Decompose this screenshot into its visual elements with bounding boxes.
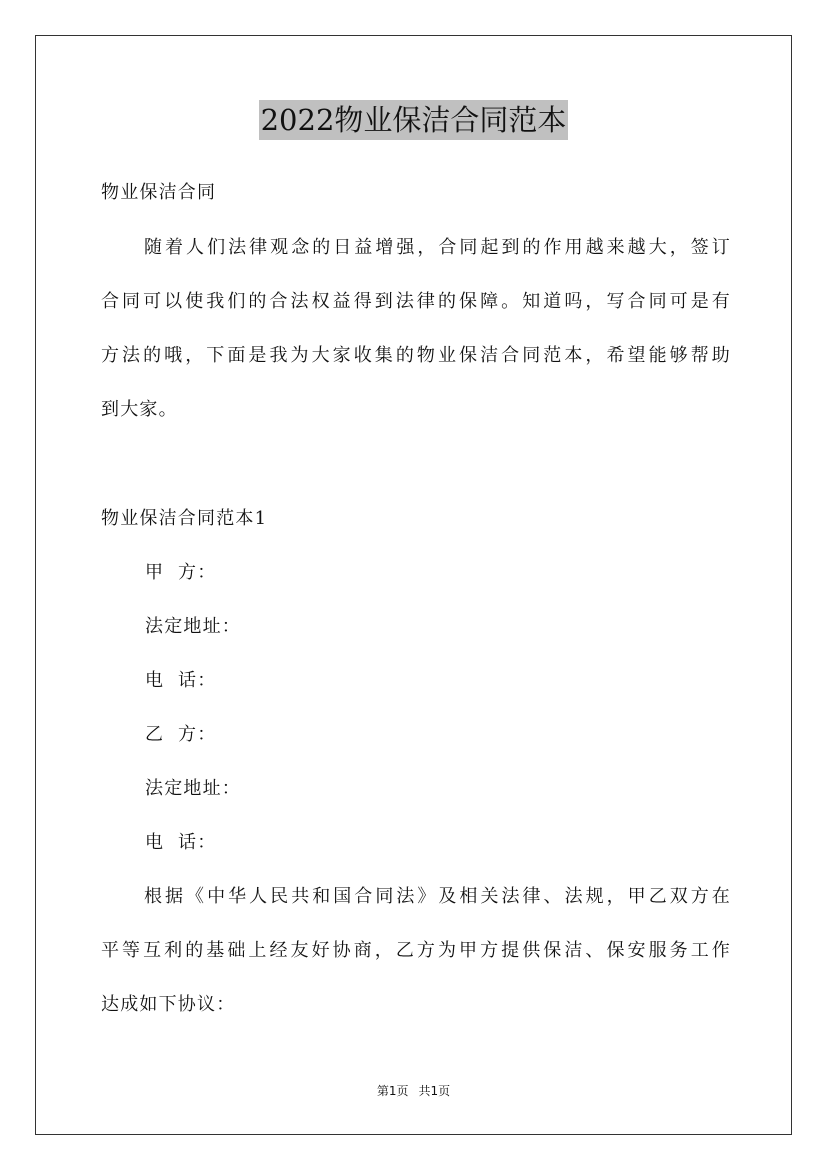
party-b-label: 乙 方： [145, 724, 217, 745]
intro-line-2: 合同可以使我们的合法权益得到法律的保障。知道吗，写合同可是有 [101, 291, 731, 312]
party-a-address-label: 法定地址： [145, 616, 241, 637]
party-b-address-label: 法定地址： [145, 778, 241, 799]
document-title: 2022物业保洁合同范本 [259, 100, 569, 140]
intro-line-1: 随着人们法律观念的日益增强，合同起到的作用越来越大，签订 [144, 237, 731, 258]
intro-heading: 物业保洁合同 [101, 182, 217, 203]
intro-line-4: 到大家。 [101, 399, 178, 420]
page-total: 共1页 [418, 1084, 451, 1098]
agreement-line-3: 达成如下协议： [101, 994, 236, 1015]
section-heading: 物业保洁合同范本1 [101, 508, 268, 529]
page-footer [0, 1083, 827, 1099]
agreement-line-1: 根据《中华人民共和国合同法》及相关法律、法规，甲乙双方在 [144, 886, 731, 907]
title-wrap [0, 100, 827, 140]
intro-line-3: 方法的哦，下面是我为大家收集的物业保洁合同范本，希望能够帮助 [101, 345, 731, 366]
party-a-label: 甲 方： [145, 562, 217, 583]
party-b-phone-label: 电 话： [145, 832, 217, 853]
page-number: 第1页 [376, 1084, 409, 1098]
party-a-phone-label: 电 话： [145, 670, 217, 691]
agreement-line-2: 平等互利的基础上经友好协商，乙方为甲方提供保洁、保安服务工作 [101, 940, 731, 961]
